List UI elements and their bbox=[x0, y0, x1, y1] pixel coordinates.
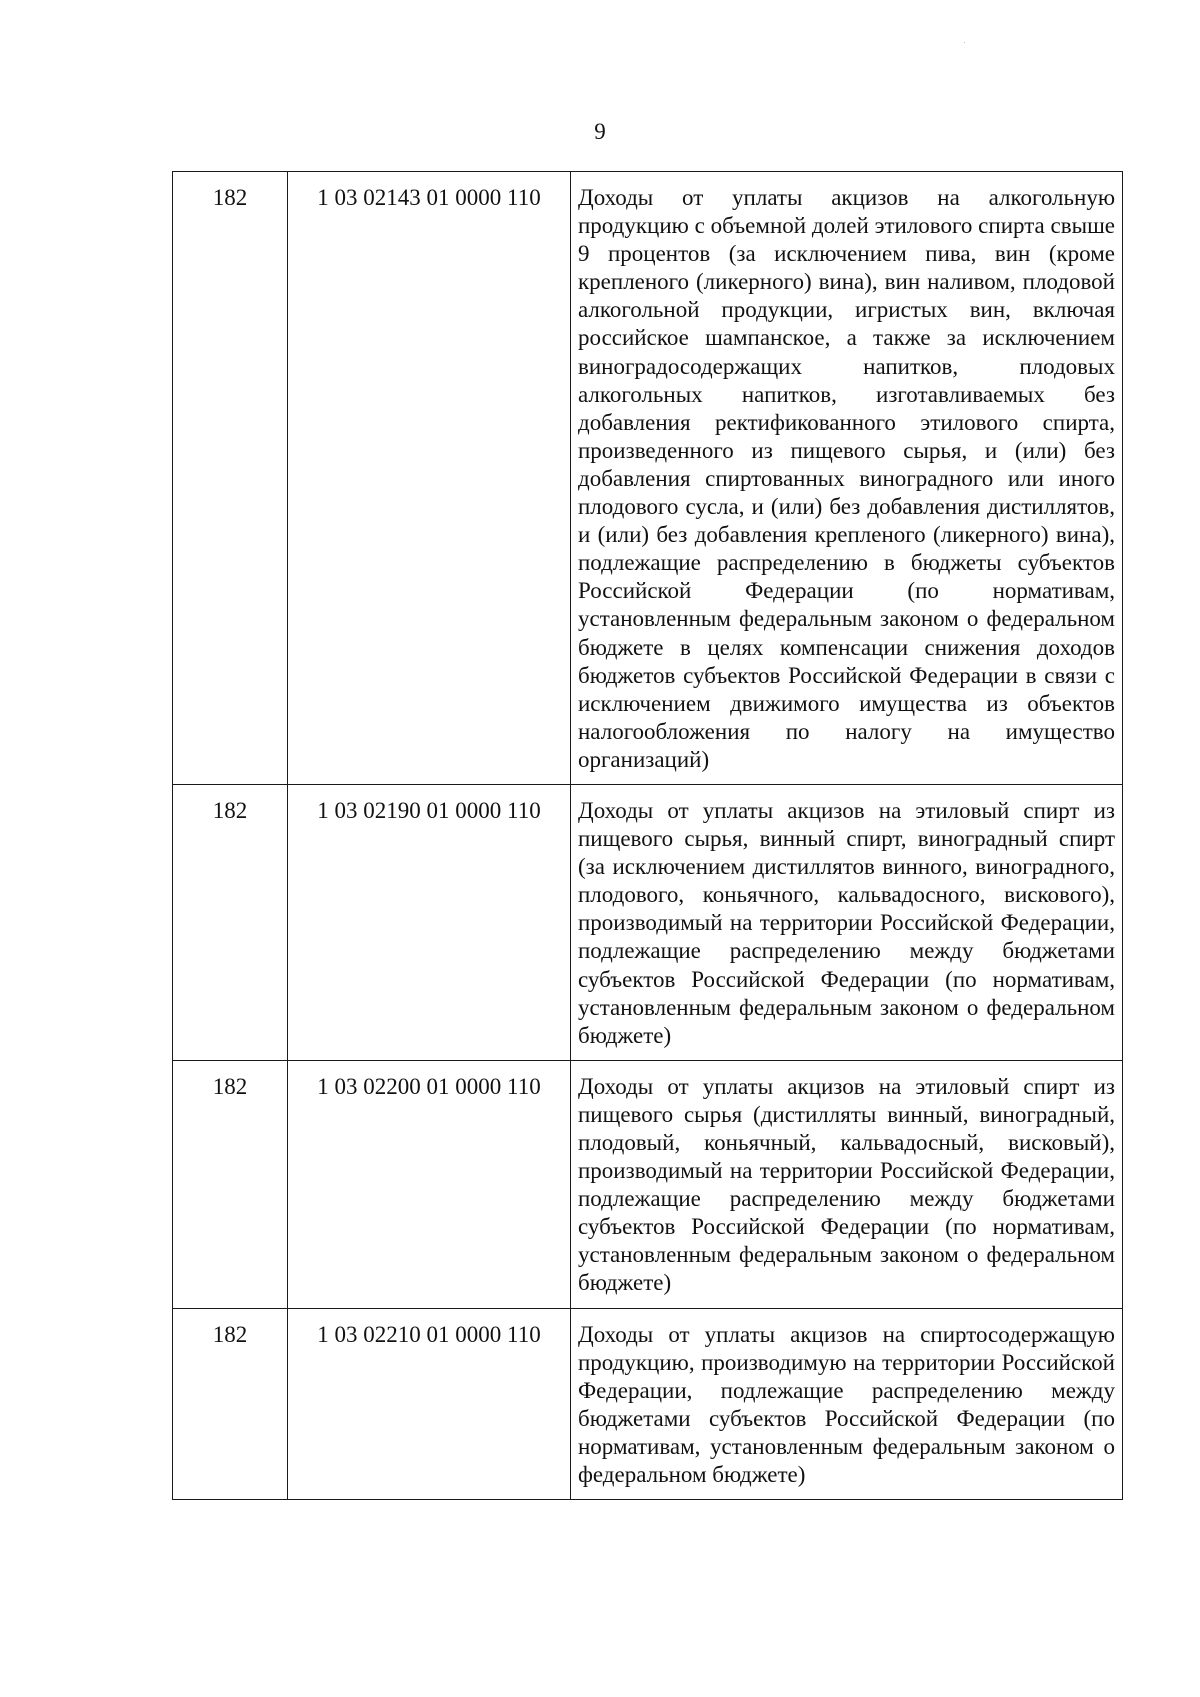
kbk-code-cell: 1 03 02200 01 0000 110 bbox=[288, 1060, 571, 1308]
kbk-code-cell: 1 03 02190 01 0000 110 bbox=[288, 784, 571, 1060]
table-row bbox=[173, 784, 1123, 1060]
kbk-code-cell: 1 03 02143 01 0000 110 bbox=[288, 172, 571, 785]
description-cell: Доходы от уплаты акцизов на алкогольную продукцию с объемной долей этилового спирта свыше 9 процентов (за исключением пива, вин (кроме крепленого (ликерного) вина), вин наливом, плодовой алкогольной продукции, игристых вин, включая российское шампанское, а также за исключением виноградосодержащих напитков, плодовых алкогольных напитков, изготавливаемых без добавления ректификованного этилового спирта, произведенного из пищевого сырья, и (или) без добавления спиртованных виноградного или иного плодового сусла, и (или) без добавления дистиллятов, и (или) без добавления крепленого (ликерного) вина), подлежащие распределению в бюджеты субъектов Российской Федерации (по нормативам, установленным федеральным законом о федеральном бюджете в целях компенсации снижения доходов бюджетов субъектов Российской Федерации в связи с исключением движимого имущества из объектов налогообложения по налогу на имущество организаций) bbox=[571, 172, 1123, 785]
table-row bbox=[173, 1060, 1123, 1308]
description-cell: Доходы от уплаты акцизов на этиловый спирт из пищевого сырья, винный спирт, виноградный спирт (за исключением дистиллятов винного, виноградного, плодового, коньячного, кальвадосного, вискового), производимый на территории Российской Федерации, подлежащие распределению между бюджетами субъектов Российской Федерации (по нормативам, установленным федеральным законом о федеральном бюджете) bbox=[571, 784, 1123, 1060]
admin-code-cell: 182 bbox=[173, 1308, 288, 1500]
page-number: 9 bbox=[594, 119, 606, 144]
table-row bbox=[173, 1308, 1123, 1500]
description-cell: Доходы от уплаты акцизов на спиртосодержащую продукцию, производимую на территории Российской Федерации, подлежащие распределению между бюджетами субъектов Российской Федерации (по нормативам, установленным федеральным законом о федеральном бюджете) bbox=[571, 1308, 1123, 1500]
admin-code-cell: 182 bbox=[173, 1060, 288, 1308]
admin-code-cell: 182 bbox=[173, 784, 288, 1060]
admin-code-cell: 182 bbox=[173, 172, 288, 785]
scan-artifact bbox=[964, 42, 965, 43]
kbk-code-cell: 1 03 02210 01 0000 110 bbox=[288, 1308, 571, 1500]
table-row bbox=[173, 172, 1123, 785]
budget-codes-table bbox=[172, 171, 1123, 1500]
description-cell: Доходы от уплаты акцизов на этиловый спирт из пищевого сырья (дистилляты винный, виноградный, плодовый, коньячный, кальвадосный, висковый), производимый на территории Российской Федерации, подлежащие распределению между бюджетами субъектов Российской Федерации (по нормативам, установленным федеральным законом о федеральном бюджете) bbox=[571, 1060, 1123, 1308]
